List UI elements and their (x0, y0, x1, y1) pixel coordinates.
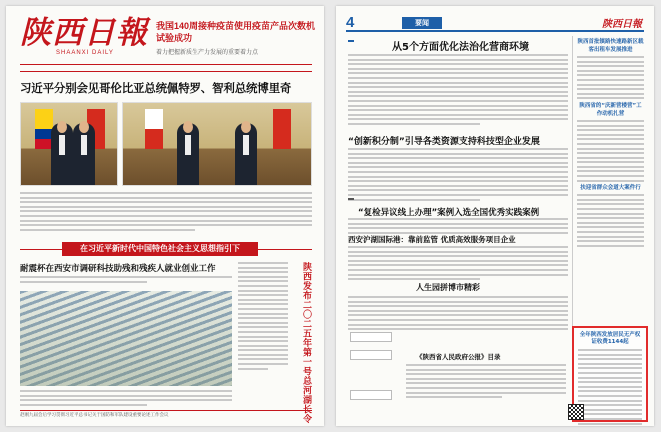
article-1-body (348, 54, 568, 128)
meeting-photo-chile (122, 102, 312, 186)
section-tag (348, 40, 354, 42)
section-label: 要闻 (402, 17, 442, 29)
highlighted-article-title: 全年陕西发放居民无产权证收费1144起 (579, 332, 641, 345)
top-headline-block (156, 20, 316, 56)
side-article-body (238, 262, 288, 372)
headline-2: “创新积分制”引导各类资源支持科技型企业发展 (348, 137, 540, 147)
column-banner: 在习近平新时代中国特色社会主义思想指引下 (62, 242, 258, 256)
side-headline-1: 陕西首批镇路快速路新区载客出租车发展推进 (577, 39, 644, 53)
page-number: 4 (346, 14, 355, 31)
gazette-contents (406, 364, 566, 401)
sub-headline: 耐震杯在西安市调研科技助残和残疾人就业创业工作 (20, 264, 216, 274)
newspaper-masthead (20, 16, 150, 60)
vertical-headline: 陕西发布二〇二五年第一号总河湖长令 (301, 262, 311, 424)
masthead-logo: 陕西日報 (20, 15, 148, 51)
article-5-body (348, 296, 568, 333)
side-headline-3: 扶迎省群众会道大案件行 (580, 185, 641, 192)
solar-panel-photo (20, 291, 232, 386)
headline-3: “复检异议线上办理”案例入选全国优秀实践案例 (358, 208, 540, 218)
dateline-bar (20, 64, 312, 72)
top-subhead: 着力把握新质生产力发展的重要着力点 (156, 50, 259, 56)
lead-article-body (20, 192, 312, 233)
sub-article-intro (20, 276, 232, 285)
notice-box (350, 332, 392, 342)
notice-box (350, 390, 392, 400)
mini-masthead: 陕西日報 (602, 19, 642, 30)
news-page-4 (336, 6, 654, 426)
headline-4: 西安沪湖国际港：靠前监管 优质高效服务项目企业 (348, 235, 516, 244)
side-headline-2: 陕西省的“庆新营楼营”工作动机扎营 (579, 102, 642, 117)
gov-gazette-title: 《陕西省人民政府公报》目录 (416, 353, 501, 361)
page-header (346, 16, 644, 32)
bottom-article-body (20, 390, 232, 408)
lead-headline: 习近平分别会见哥伦比亚总统佩特罗、智利总统博里奇 (20, 81, 292, 95)
front-page (6, 6, 324, 426)
article-4-body (348, 246, 568, 283)
chile-flag-icon (145, 109, 163, 149)
china-flag-icon (273, 109, 291, 149)
notice-box (350, 350, 392, 360)
section-tag (348, 198, 354, 200)
headline-1: 从5个方面优化法治化营商环境 (392, 42, 529, 53)
meeting-photo-colombia (20, 102, 118, 186)
masthead-english: SHAANXI DAILY (56, 50, 114, 56)
footer-strip: 赵刚九届会后学习贯彻习近平总书记关于国防和军队建设重要论述工作会议 (20, 410, 312, 418)
top-headline: 我国140周接种疫苗使用疫苗产品次数机试验成功 (156, 21, 316, 43)
article-2-body (348, 148, 568, 203)
headline-5: 人生园拼博市精彩 (416, 283, 480, 292)
qr-code-icon (568, 404, 584, 420)
